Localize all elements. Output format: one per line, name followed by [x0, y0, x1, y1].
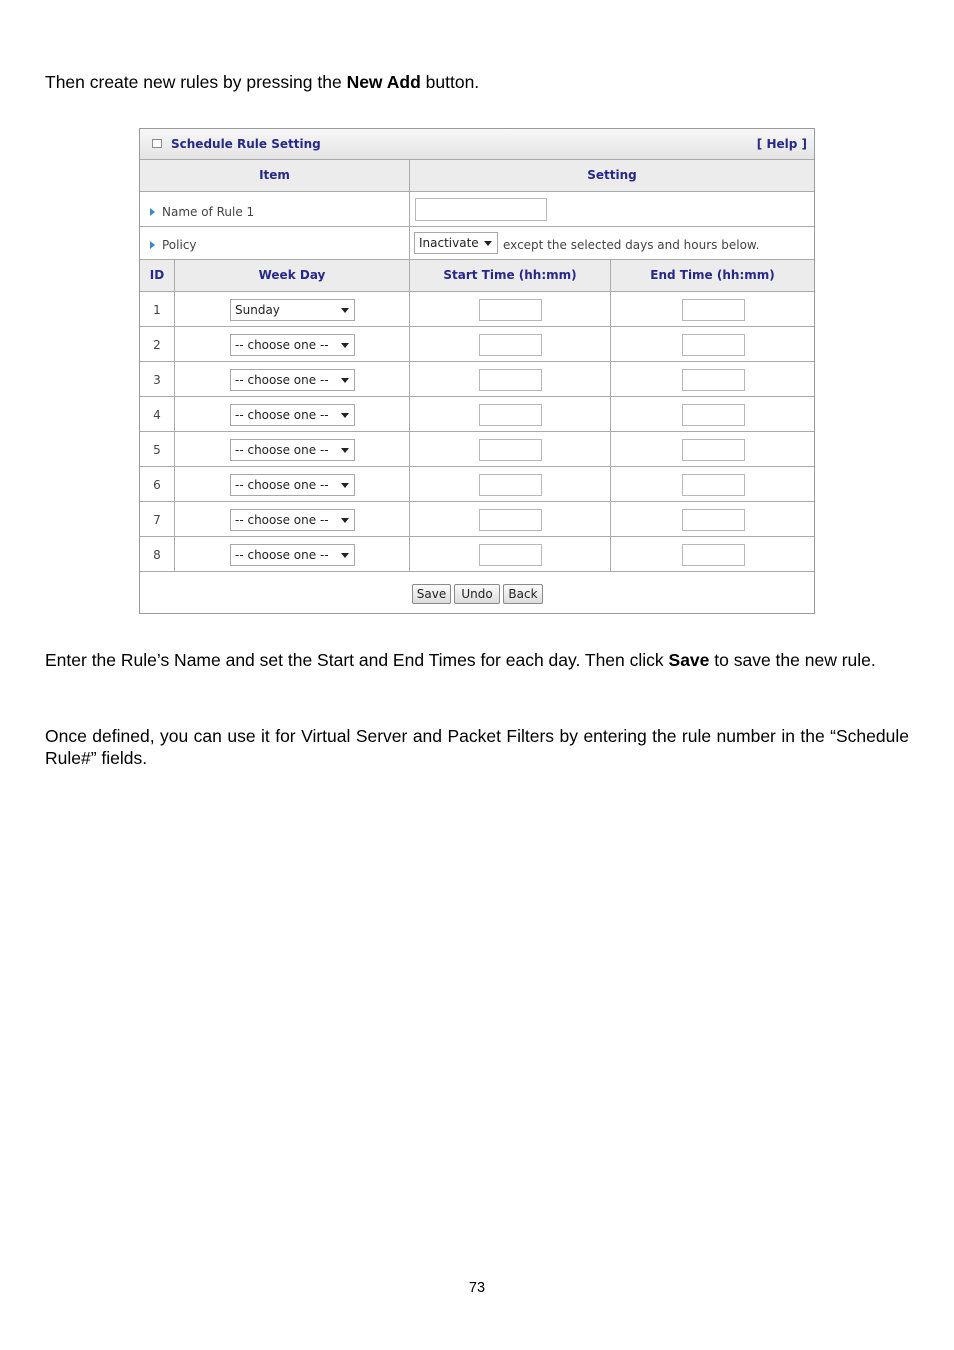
end-time-input[interactable]	[682, 509, 745, 531]
intro-paragraph: Then create new rules by pressing the New Add button.	[45, 72, 480, 92]
weekday-select[interactable]: -- choose one --	[230, 369, 355, 391]
header-week-day: Week Day	[175, 260, 409, 291]
end-time-input[interactable]	[682, 439, 745, 461]
weekday-select[interactable]: -- choose one --	[230, 509, 355, 531]
weekday-select[interactable]: -- choose one --	[230, 544, 355, 566]
new-add-term: New Add	[346, 72, 421, 92]
help-link[interactable]: [ Help ]	[756, 137, 807, 151]
end-time-input[interactable]	[682, 404, 745, 426]
end-time-input[interactable]	[682, 474, 745, 496]
start-time-input[interactable]	[479, 474, 542, 496]
row-id: 7	[153, 513, 161, 527]
end-time-input[interactable]	[682, 334, 745, 356]
start-time-input[interactable]	[479, 439, 542, 461]
row-id: 5	[153, 443, 161, 457]
undo-button[interactable]: Undo	[454, 584, 500, 604]
arrow-right-icon	[150, 241, 155, 249]
usage-paragraph: Once defined, you can use it for Virtual Server and Packet Filters by entering the rule number in the “Schedule Rule#” fields.	[45, 726, 909, 768]
weekday-select[interactable]: -- choose one --	[230, 439, 355, 461]
weekday-select[interactable]: Sunday	[230, 299, 355, 321]
panel-title-bar	[140, 129, 814, 160]
weekday-select[interactable]: -- choose one --	[230, 334, 355, 356]
save-term: Save	[668, 650, 710, 670]
weekday-select[interactable]: -- choose one --	[230, 474, 355, 496]
chevron-down-icon	[341, 483, 349, 488]
row-id: 8	[153, 548, 161, 562]
policy-select[interactable]: Inactivate	[414, 232, 498, 254]
chevron-down-icon	[341, 343, 349, 348]
window-icon	[152, 139, 162, 148]
arrow-right-icon	[150, 208, 155, 216]
start-time-input[interactable]	[479, 334, 542, 356]
chevron-down-icon	[484, 241, 492, 246]
end-time-input[interactable]	[682, 369, 745, 391]
chevron-down-icon	[341, 378, 349, 383]
policy-label: Policy	[150, 238, 197, 252]
header-start-time: Start Time (hh:mm)	[410, 260, 610, 291]
start-time-input[interactable]	[479, 299, 542, 321]
row-id: 3	[153, 373, 161, 387]
header-end-time: End Time (hh:mm)	[611, 260, 814, 291]
header-item: Item	[140, 160, 409, 191]
policy-note: except the selected days and hours below.	[503, 238, 760, 252]
row-id: 6	[153, 478, 161, 492]
start-time-input[interactable]	[479, 509, 542, 531]
start-time-input[interactable]	[479, 404, 542, 426]
back-button[interactable]: Back	[503, 584, 543, 604]
start-time-input[interactable]	[479, 369, 542, 391]
chevron-down-icon	[341, 308, 349, 313]
header-id: ID	[140, 260, 174, 291]
header-setting: Setting	[410, 160, 814, 191]
chevron-down-icon	[341, 518, 349, 523]
instruction-paragraph: Enter the Rule’s Name and set the Start and End Times for each day. Then click Save to save the new rule.	[45, 650, 876, 670]
chevron-down-icon	[341, 553, 349, 558]
chevron-down-icon	[341, 448, 349, 453]
weekday-select[interactable]: -- choose one --	[230, 404, 355, 426]
name-of-rule-label: Name of Rule 1	[150, 205, 254, 219]
save-button[interactable]: Save	[412, 584, 451, 604]
start-time-input[interactable]	[479, 544, 542, 566]
row-id: 1	[153, 303, 161, 317]
schedule-rule-panel	[139, 128, 815, 614]
chevron-down-icon	[341, 413, 349, 418]
end-time-input[interactable]	[682, 299, 745, 321]
end-time-input[interactable]	[682, 544, 745, 566]
row-id: 2	[153, 338, 161, 352]
row-id: 4	[153, 408, 161, 422]
panel-title: Schedule Rule Setting	[171, 137, 321, 151]
page-number: 73	[468, 1280, 486, 1296]
rule-name-input[interactable]	[415, 198, 547, 221]
